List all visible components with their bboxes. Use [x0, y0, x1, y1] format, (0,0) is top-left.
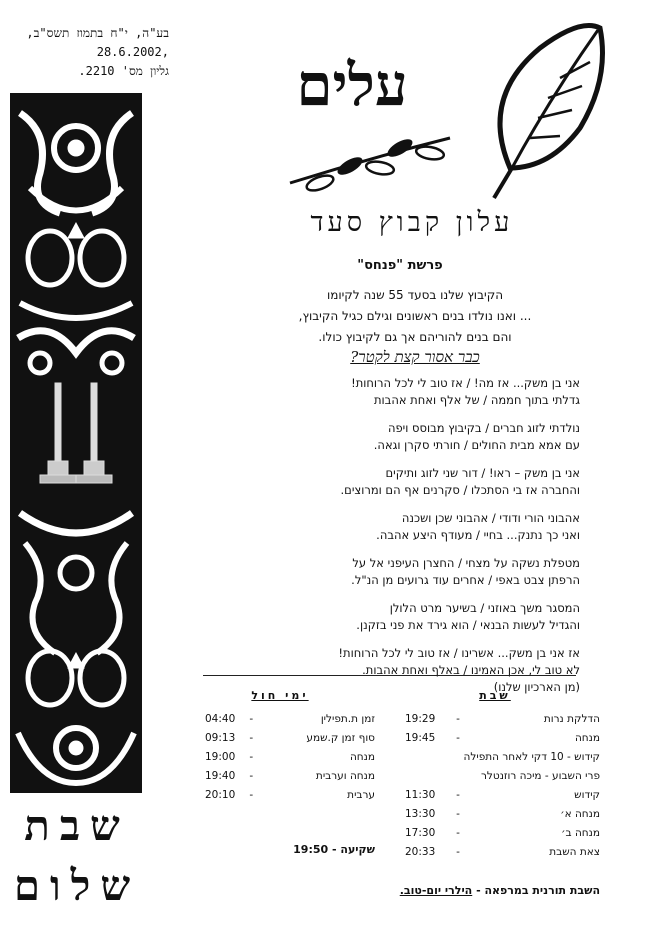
weekday-rows: [205, 710, 375, 805]
poem-title: כבר אסור קצת לקטר?: [350, 348, 480, 366]
time-row: [390, 748, 600, 767]
sunset-label: שקיעה: [340, 843, 375, 856]
poem-line: אני בן משק – ראו! / דור שני לזוג ותיקים: [385, 466, 580, 480]
poem-line: והגדיל לעשות הבנאי / הוא גירד את פני בזקנן.: [356, 618, 580, 632]
poem-line: אהבוני הורי ודודי / אהבוני שכן ושכנה: [401, 511, 580, 525]
poem-line: והחברה אז בי הסתכלו / סקרנים אף הם ומרוצים.: [340, 483, 580, 497]
time-row: מנחה א׳ - 13:30: [390, 805, 600, 824]
gregorian-date: ,28.6.2002: [96, 45, 169, 59]
time-value: 17:30: [405, 827, 436, 839]
shabbat-rows: [390, 710, 600, 862]
intro-line: והם בנים להוריהם אך גם לקיבוץ כולו.: [318, 330, 512, 344]
ornament-art: [10, 93, 142, 793]
shabbat-shalom-greeting: [8, 796, 146, 926]
poem-line: גדלתי בתוך חממה / של אלף ואחת אהבות: [373, 393, 580, 407]
time-label: מנחה: [574, 732, 600, 744]
poem-line: המסגר משך באוזני / בשיער מרט הלולן: [389, 601, 580, 615]
time-label: צאת השבת: [549, 846, 600, 858]
shabbat-title: שבת: [479, 689, 511, 702]
time-value: 09:13: [205, 732, 236, 744]
duty-label: השבת תורנית במרפאה -: [476, 884, 600, 897]
time-label: מנחה ב׳: [561, 827, 600, 839]
time-label: פרי השבוע - מיכה רוזנטלר: [481, 770, 600, 782]
time-label: מנחה א׳: [560, 808, 600, 820]
time-row: סוף זמן ק.שמע - 09:13: [205, 729, 375, 748]
time-row: מנחה ב׳ - 17:30: [390, 824, 600, 843]
newsletter-subtitle: עלון קבוץ סעד: [310, 207, 514, 238]
hebrew-date: בע"ה, י"ח בתמוז תשס"ב,: [26, 26, 169, 40]
time-value: 19:40: [205, 770, 236, 782]
time-label: קידוש: [574, 789, 600, 801]
time-row: מנחה - 19:00: [205, 748, 375, 767]
time-label: ערבית: [347, 789, 375, 801]
time-row: קידוש - 11:30: [390, 786, 600, 805]
poem-line: לא טוב לי, אכן האמינו / באלף ואחת אהבות.: [362, 663, 580, 677]
time-row: הדלקת נרות - 19:29: [390, 710, 600, 729]
poem-stanza: [250, 465, 580, 499]
poem-body: [250, 375, 580, 707]
poem-line: אני בן משק... אז מה! / אז טוב לי לכל הרוחות!: [351, 376, 580, 390]
time-label: הדלקת נרות: [543, 713, 600, 725]
weekday-times: [205, 689, 375, 805]
intro-line: ... ואנו נולדו בנים ראשונים וגילם כגיל הקיבוץ,: [298, 309, 532, 323]
time-value: 19:45: [405, 732, 436, 744]
time-value: 20:33: [405, 846, 436, 858]
shabbat-times: [390, 689, 600, 862]
intro-text: [265, 285, 565, 348]
time-value: 20:10: [205, 789, 236, 801]
time-value: 19:29: [405, 713, 436, 725]
parasha-name: פרשת "פנחס": [357, 258, 443, 273]
time-label: קידוש - 10 דקי לאחר התפילה: [463, 751, 600, 763]
decorative-panel: [10, 93, 142, 793]
section-divider: [203, 675, 576, 676]
time-value: 11:30: [405, 789, 436, 801]
time-label: מנחה: [349, 751, 375, 763]
time-label: סוף זמן ק.שמע: [306, 732, 375, 744]
sunset-time: שקיעה - 19:50: [293, 843, 375, 856]
greeting-line: שלום: [13, 861, 141, 910]
issue-number: גליון מס' 2210.: [78, 64, 169, 78]
time-label: זמן ת.תפילין: [320, 713, 375, 725]
poem-source: (מן הארכיון שלנו): [493, 680, 580, 694]
duty-name: הילרי יום-טוב.: [399, 884, 473, 897]
weekday-title: ימי חול: [251, 689, 309, 702]
time-row: מנחה וערבית - 19:40: [205, 767, 375, 786]
clinic-duty: [330, 884, 600, 897]
time-value: 13:30: [405, 808, 436, 820]
poem-line: נולדתי לזוג חברים / בקיבוץ מבוסס ויפה: [387, 421, 580, 435]
time-row: מנחה - 19:45: [390, 729, 600, 748]
masthead-logo-word: עלים: [296, 51, 408, 119]
sunset-value: 19:50: [293, 843, 329, 856]
poem-line: מטפלת נשקה על מצחי / החצרן העיפני אל על: [352, 556, 580, 570]
time-row: צאת השבת - 20:33: [390, 843, 600, 862]
issue-header: [14, 24, 169, 81]
greeting-line: שבת: [24, 801, 130, 850]
poem-stanza: [250, 555, 580, 589]
poem-line: אז אני בן משק... אשרינו / אז טוב לי לכל הרוחות!: [338, 646, 580, 660]
poem-stanza: [250, 600, 580, 634]
time-value: 19:00: [205, 751, 236, 763]
time-value: 04:40: [205, 713, 236, 725]
poem-line: עם אמא מבית החולים / חורתי סקרן וגאה.: [373, 438, 580, 452]
poem-line: ואני כך נתנק... בחיי / מעודף היצע אהבה.: [376, 528, 580, 542]
poem-stanza: [250, 510, 580, 544]
intro-line: הקיבוץ שלנו בסעד 55 שנה לקיומו: [326, 288, 504, 302]
time-label: מנחה וערבית: [315, 770, 375, 782]
poem-stanza: [250, 375, 580, 409]
poem-stanza: [250, 420, 580, 454]
time-row: ערבית - 20:10: [205, 786, 375, 805]
poem-line: הרפתן צבט באפי / אחרים עוד גרועים מן הנ"ל.: [351, 573, 580, 587]
time-row: זמן ת.תפילין - 04:40: [205, 710, 375, 729]
time-row: [390, 767, 600, 786]
